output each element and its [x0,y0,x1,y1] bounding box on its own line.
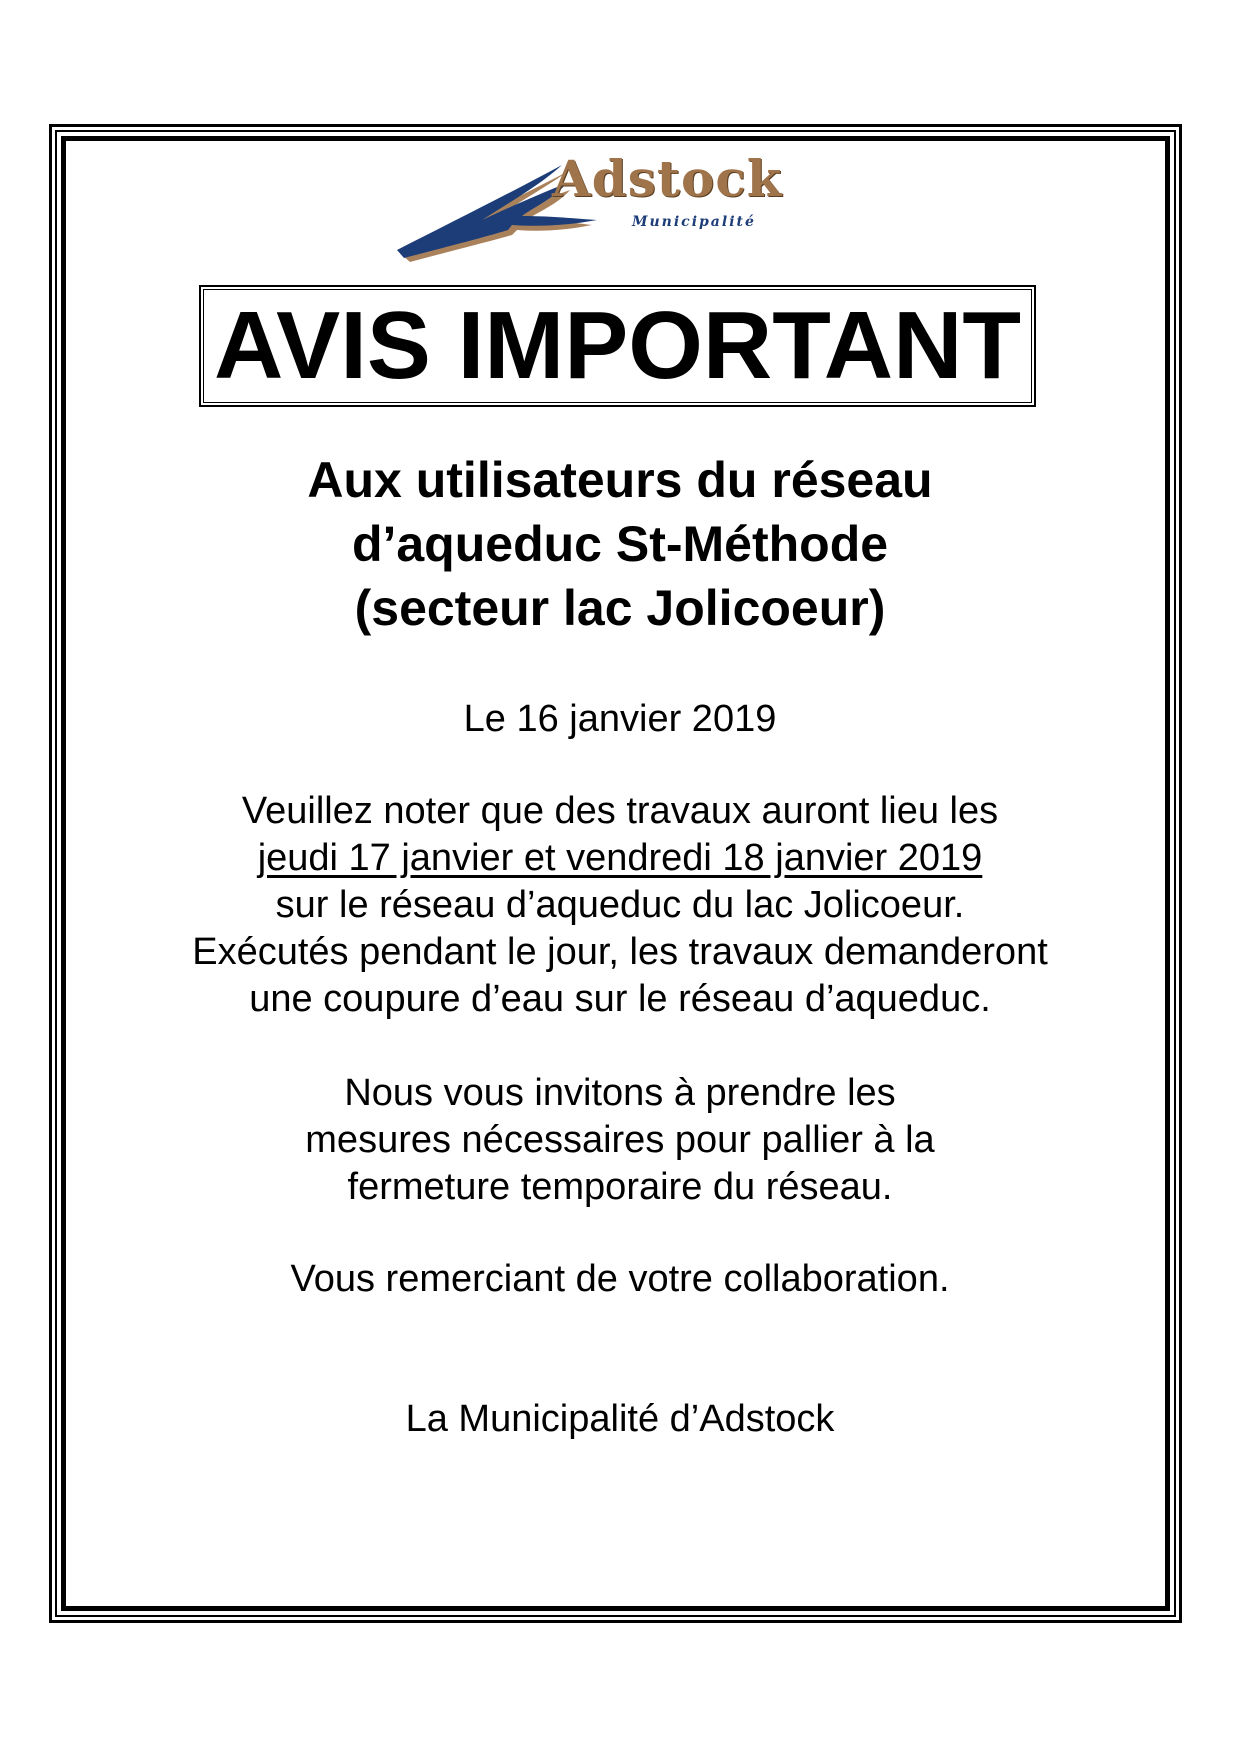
paragraph-works [100,788,1140,1023]
paragraph-line: Exécutés pendant le jour, les travaux demanderont [192,931,1048,973]
paragraph-line: sur le réseau d’aqueduc du lac Jolicoeur. [275,884,965,926]
closing-line: Vous remerciant de votre collaboration. [290,1258,950,1300]
paragraph-invitation [100,1070,1140,1211]
logo-brand-text: Adstock [552,149,783,208]
work-dates: jeudi 17 janvier et vendredi 18 janvier 2019 [257,837,983,879]
title-box [203,289,1032,403]
paragraph-line: fermeture temporaire du réseau. [347,1166,893,1208]
paragraph-line: mesures nécessaires pour pallier à la [305,1119,935,1161]
signature-line: La Municipalité d’Adstock [405,1398,835,1440]
subtitle-line: (secteur lac Jolicoeur) [354,580,886,636]
adstock-logo [392,150,812,270]
logo-subtitle-text: Municipalité [632,214,756,230]
paragraph-line: Veuillez noter que des travaux auront lieu les [241,790,999,832]
paragraph-line: Nous vous invitons à prendre les [344,1072,896,1114]
subtitle-line: d’aqueduc St-Méthode [351,516,889,572]
paragraph-line: une coupure d’eau sur le réseau d’aqueduc. [249,978,991,1020]
date-text: Le 16 janvier 2019 [463,698,777,740]
closing-text [100,1256,1140,1303]
signature [100,1396,1140,1443]
notice-subtitle [100,448,1140,640]
subtitle-line: Aux utilisateurs du réseau [307,452,933,508]
notice-date [100,696,1140,743]
page-title: AVIS IMPORTANT [213,292,1022,399]
